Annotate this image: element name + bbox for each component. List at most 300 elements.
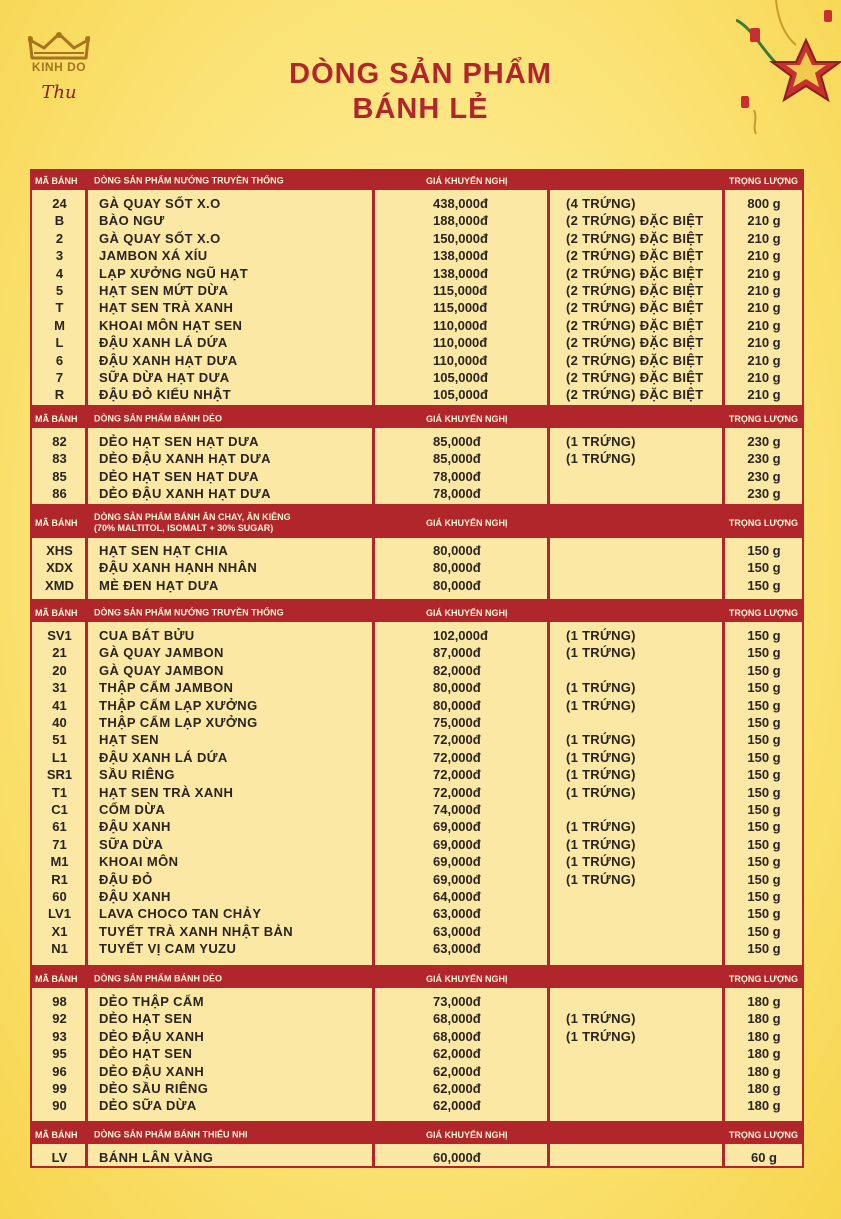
product-name: DẺO HẠT SEN HẠT DƯA (99, 468, 259, 484)
product-code: T (55, 300, 64, 316)
header-category-name: DÒNG SẢN PHẨM BÁNH DẺO (94, 973, 223, 983)
section-header (32, 1125, 802, 1144)
product-weight: 210 g (747, 248, 781, 264)
product-code: SR1 (46, 767, 73, 783)
section-header (32, 409, 802, 428)
header-code-label: MÃ BÁNH (35, 413, 78, 424)
product-price: 80,000đ (433, 543, 481, 558)
section-traditional-baked-small (30, 601, 804, 967)
product-code: 4 (55, 265, 64, 281)
product-weight: 180 g (747, 1081, 781, 1096)
product-price: 115,000đ (433, 300, 488, 316)
table-row (32, 1028, 802, 1045)
product-code: 82 (52, 434, 67, 449)
product-code: 90 (52, 1098, 67, 1114)
brand-signature: Thu (41, 82, 77, 103)
table-row (32, 369, 802, 386)
table-row (32, 888, 802, 905)
product-weight: 180 g (747, 1011, 781, 1027)
section-traditional-baked-large (30, 169, 804, 407)
product-weight: 150 g (747, 906, 781, 922)
page-title-line2: BÁNH LẺ (352, 93, 489, 125)
product-name: THẬP CẨM LẠP XƯỞNG (99, 715, 258, 730)
product-price: 60,000đ (433, 1150, 481, 1165)
product-name: HẠT SEN HẠT CHIA (99, 543, 229, 558)
product-note: (4 TRỨNG) (566, 196, 636, 211)
header-price-label: GIÁ KHUYẾN NGHỊ (426, 607, 508, 618)
table-row (32, 714, 802, 731)
table-row (32, 212, 802, 229)
product-price: 138,000đ (433, 248, 488, 264)
header-code-label: MÃ BÁNH (35, 607, 78, 618)
product-note: (2 TRỨNG) ĐẶC BIỆT (566, 370, 704, 385)
product-price: 75,000đ (433, 715, 481, 730)
product-weight: 150 g (747, 732, 781, 748)
product-note: (1 TRỨNG) (566, 767, 636, 783)
product-weight: 150 g (747, 680, 781, 696)
product-weight: 230 g (747, 434, 781, 449)
product-code: R1 (51, 871, 68, 887)
header-category-name: DÒNG SẢN PHẨM BÁNH ĂN CHAY, ĂN KIÊNG (94, 512, 291, 522)
product-price: 188,000đ (433, 213, 488, 229)
product-weight: 150 g (747, 889, 781, 904)
product-name: HẠT SEN TRÀ XANH (99, 300, 234, 316)
header-price-label: GIÁ KHUYẾN NGHỊ (426, 973, 508, 984)
product-weight: 150 g (747, 923, 781, 939)
product-price: 102,000đ (433, 628, 488, 643)
product-code: 7 (55, 370, 64, 385)
table-row (32, 853, 802, 870)
product-note: (2 TRỨNG) ĐẶC BIỆT (566, 352, 704, 368)
product-name: ĐẬU XANH (99, 889, 171, 904)
product-name: SỮA DỪA HẠT DƯA (99, 370, 230, 385)
table-row (32, 940, 802, 957)
header-category-subname: (70% MALTITOL, ISOMALT + 30% SUGAR) (94, 523, 274, 533)
product-name: TUYẾT VỊ CAM YUZU (99, 941, 237, 957)
product-name: ĐẬU ĐỎ KIỂU NHẬT (99, 387, 232, 403)
product-name: ĐẬU XANH (99, 819, 171, 835)
table-row (32, 265, 802, 282)
header-category-label (94, 175, 284, 186)
product-note: (2 TRỨNG) ĐẶC BIỆT (566, 300, 704, 316)
product-name: THẬP CẨM JAMBON (99, 680, 234, 696)
product-note: (2 TRỨNG) ĐẶC BIỆT (566, 265, 704, 281)
product-weight: 150 g (747, 802, 781, 817)
product-code: 21 (52, 645, 67, 661)
header-category-label (94, 973, 222, 984)
table-row (32, 1080, 802, 1097)
section-deo-large (30, 407, 804, 506)
header-category-label (94, 607, 284, 618)
product-price: 150,000đ (433, 230, 488, 246)
product-weight: 210 g (747, 300, 781, 316)
product-weight: 230 g (747, 486, 781, 502)
product-price: 78,000đ (433, 468, 481, 484)
product-note: (1 TRỨNG) (566, 871, 636, 887)
product-name: DẺO SỮA DỪA (99, 1098, 197, 1114)
header-code-label: MÃ BÁNH (35, 973, 78, 984)
table-row (32, 836, 802, 853)
product-name: SẦU RIÊNG (99, 767, 175, 783)
product-code: M (54, 317, 65, 333)
product-code: 93 (52, 1028, 67, 1044)
table-row (32, 766, 802, 783)
table-row (32, 468, 802, 485)
product-weight: 210 g (747, 335, 781, 351)
product-code: 6 (55, 352, 64, 368)
product-code: 5 (55, 283, 64, 298)
section-header (32, 969, 802, 988)
product-name: KHOAI MÔN (99, 854, 179, 870)
header-category-name: DÒNG SẢN PHẨM NƯỚNG TRUYỀN THỐNG (94, 175, 284, 185)
header-category-name: DÒNG SẢN PHẨM NƯỚNG TRUYỀN THỐNG (94, 607, 284, 617)
header-category-label (94, 413, 222, 424)
product-name: MÈ ĐEN HẠT DƯA (99, 577, 219, 593)
product-price: 72,000đ (433, 784, 481, 800)
product-price: 62,000đ (433, 1063, 481, 1079)
product-weight: 210 g (747, 265, 781, 281)
product-code: 20 (52, 662, 67, 678)
product-note: (1 TRỨNG) (566, 680, 636, 696)
product-name: HẠT SEN (99, 732, 159, 748)
product-code: 83 (52, 451, 67, 467)
product-weight: 150 g (747, 628, 781, 643)
table-row (32, 386, 802, 403)
product-weight: 230 g (747, 451, 781, 467)
product-code: 86 (52, 486, 67, 502)
product-name: DẺO ĐẬU XANH (99, 1028, 205, 1044)
header-weight-label: TRỌNG LƯỢNG (728, 1129, 798, 1140)
product-weight: 210 g (747, 213, 781, 229)
product-name: DẺO ĐẬU XANH HẠT DƯA (99, 451, 271, 467)
product-note: (1 TRỨNG) (566, 854, 636, 870)
product-price: 69,000đ (433, 854, 481, 870)
table-row (32, 784, 802, 801)
product-name: GÀ QUAY JAMBON (99, 645, 224, 661)
table-row (32, 334, 802, 351)
product-price: 110,000đ (433, 335, 488, 351)
product-name: ĐẬU XANH LÁ DỨA (99, 749, 228, 765)
table-row (32, 697, 802, 714)
product-name: DẺO THẬP CẨM (99, 994, 204, 1009)
product-price: 69,000đ (433, 871, 481, 887)
header-weight-label: TRỌNG LƯỢNG (728, 413, 798, 424)
product-weight: 180 g (747, 1046, 781, 1062)
product-weight: 150 g (747, 543, 781, 558)
table-row (32, 1063, 802, 1080)
table-row (32, 577, 802, 594)
product-note: (2 TRỨNG) ĐẶC BIỆT (566, 335, 704, 351)
product-price: 82,000đ (433, 662, 481, 678)
header-price-label: GIÁ KHUYẾN NGHỊ (426, 175, 508, 186)
product-price: 72,000đ (433, 767, 481, 783)
product-weight: 180 g (747, 1098, 781, 1114)
product-name: DẺO ĐẬU XANH HẠT DƯA (99, 486, 271, 502)
product-code: XMD (45, 577, 74, 593)
table-row (32, 1045, 802, 1062)
header-code-label: MÃ BÁNH (35, 1129, 78, 1140)
product-price: 85,000đ (433, 451, 481, 467)
product-price: 62,000đ (433, 1081, 481, 1096)
product-name: JAMBON XÁ XÍU (99, 248, 208, 264)
product-code: 24 (52, 196, 67, 211)
product-weight: 210 g (747, 283, 781, 298)
product-name: ĐẬU ĐỎ (99, 871, 153, 887)
table-row (32, 801, 802, 818)
product-price: 72,000đ (433, 732, 481, 748)
product-weight: 150 g (747, 819, 781, 835)
product-price: 68,000đ (433, 1011, 481, 1027)
product-note: (1 TRỨNG) (566, 1028, 636, 1044)
product-code: X1 (51, 923, 68, 939)
product-price: 105,000đ (433, 370, 488, 385)
product-note: (2 TRỨNG) ĐẶC BIỆT (566, 283, 704, 298)
product-code: LV (51, 1150, 68, 1165)
product-name: GÀ QUAY JAMBON (99, 662, 224, 678)
table-row (32, 485, 802, 502)
table-row (32, 559, 802, 576)
product-note: (2 TRỨNG) ĐẶC BIỆT (566, 213, 704, 229)
header-weight-label: TRỌNG LƯỢNG (728, 607, 798, 618)
product-code: XDX (46, 560, 73, 576)
product-name: BÀO NGƯ (99, 213, 165, 229)
product-weight: 150 g (747, 645, 781, 661)
product-name: ĐẬU XANH HẠNH NHÂN (99, 560, 258, 576)
product-name: GÀ QUAY SỐT X.O (99, 196, 221, 211)
product-price: 63,000đ (433, 941, 481, 957)
product-note: (1 TRỨNG) (566, 749, 636, 765)
table-row (32, 905, 802, 922)
table-row (32, 195, 802, 212)
section-deo-small (30, 967, 804, 1123)
product-price: 80,000đ (433, 680, 481, 696)
table-row (32, 627, 802, 644)
header-code-label: MÃ BÁNH (35, 175, 78, 186)
product-price: 138,000đ (433, 265, 488, 281)
section-header (32, 508, 802, 538)
table-row (32, 1149, 802, 1166)
product-code: L1 (51, 749, 68, 765)
product-price: 110,000đ (433, 352, 488, 368)
product-code: SV1 (47, 628, 72, 643)
product-price: 64,000đ (433, 889, 481, 904)
product-name: BÁNH LÂN VÀNG (99, 1150, 214, 1165)
product-name: HẠT SEN TRÀ XANH (99, 784, 234, 800)
product-name: THẬP CẨM LẠP XƯỞNG (99, 697, 258, 713)
product-code: C1 (51, 802, 68, 817)
product-name: DẺO HẠT SEN (99, 1046, 193, 1062)
product-price: 62,000đ (433, 1046, 481, 1062)
product-weight: 210 g (747, 387, 781, 403)
product-name: ĐẬU XANH LÁ DỨA (99, 335, 228, 351)
product-price: 68,000đ (433, 1028, 481, 1044)
product-weight: 180 g (747, 1028, 781, 1044)
product-weight: 150 g (747, 784, 781, 800)
product-price: 78,000đ (433, 486, 481, 502)
table-row (32, 1097, 802, 1114)
product-weight: 150 g (747, 715, 781, 730)
brand-name: KINH DO (31, 60, 87, 74)
product-note: (1 TRỨNG) (566, 819, 636, 835)
header-price-label: GIÁ KHUYẾN NGHỊ (426, 1129, 508, 1140)
table-row (32, 993, 802, 1010)
product-price: 69,000đ (433, 836, 481, 852)
product-note: (1 TRỨNG) (566, 836, 636, 852)
product-code: 71 (52, 836, 67, 852)
table-row (32, 662, 802, 679)
product-code: 40 (52, 715, 67, 730)
product-price: 80,000đ (433, 560, 481, 576)
table-row (32, 818, 802, 835)
table-row (32, 450, 802, 467)
product-code: XHS (46, 543, 73, 558)
product-note: (2 TRỨNG) ĐẶC BIỆT (566, 387, 704, 403)
product-weight: 150 g (747, 577, 781, 593)
product-note: (2 TRỨNG) ĐẶC BIỆT (566, 230, 704, 246)
product-note: (1 TRỨNG) (566, 451, 636, 467)
table-row (32, 352, 802, 369)
product-price: 85,000đ (433, 434, 481, 449)
product-name: CỐM DỪA (99, 802, 166, 817)
product-note: (1 TRỨNG) (566, 784, 636, 800)
product-price: 74,000đ (433, 802, 481, 817)
section-header (32, 171, 802, 190)
table-row (32, 282, 802, 299)
product-name: SỮA DỪA (99, 836, 164, 852)
product-weight: 60 g (750, 1150, 777, 1165)
table-row (32, 230, 802, 247)
lantern-decoration-icon (736, 0, 841, 135)
product-code: 98 (52, 994, 67, 1009)
header-code-label: MÃ BÁNH (35, 518, 78, 528)
product-note: (1 TRỨNG) (566, 628, 636, 643)
table-row (32, 923, 802, 940)
product-price: 69,000đ (433, 819, 481, 835)
table-row (32, 731, 802, 748)
product-code: 60 (52, 889, 67, 904)
product-weight: 230 g (747, 468, 781, 484)
product-code: 31 (52, 680, 67, 696)
header-category-name: DÒNG SẢN PHẨM BÁNH DẺO (94, 413, 223, 423)
product-name: LAVA CHOCO TAN CHẢY (99, 906, 262, 922)
product-weight: 210 g (747, 230, 781, 246)
table-row (32, 247, 802, 264)
table-row (32, 542, 802, 559)
product-name: DẺO HẠT SEN HẠT DƯA (99, 434, 259, 449)
product-weight: 210 g (747, 370, 781, 385)
product-price: 73,000đ (433, 994, 481, 1009)
product-code: T1 (51, 784, 68, 800)
crown-icon (28, 32, 90, 60)
product-price: 115,000đ (433, 283, 488, 298)
product-price: 110,000đ (433, 317, 488, 333)
product-note: (2 TRỨNG) ĐẶC BIỆT (566, 248, 704, 264)
product-note: (1 TRỨNG) (566, 1011, 636, 1027)
product-weight: 150 g (747, 662, 781, 678)
header-price-label: GIÁ KHUYẾN NGHỊ (426, 413, 508, 424)
product-price: 87,000đ (433, 645, 481, 661)
table-row (32, 317, 802, 334)
product-price: 63,000đ (433, 906, 481, 922)
product-code: 41 (52, 697, 67, 713)
product-name: HẠT SEN MỨT DỪA (99, 283, 229, 298)
product-name: GÀ QUAY SỐT X.O (99, 230, 221, 246)
header-weight-label: TRỌNG LƯỢNG (728, 973, 798, 984)
product-code: LV1 (48, 906, 71, 922)
product-name: ĐẬU XANH HẠT DƯA (99, 352, 238, 368)
product-weight: 150 g (747, 941, 781, 957)
product-price: 62,000đ (433, 1098, 481, 1114)
product-note: (1 TRỨNG) (566, 645, 636, 661)
header-weight-label: TRỌNG LƯỢNG (728, 518, 798, 528)
table-row (32, 679, 802, 696)
product-code: 3 (55, 248, 64, 264)
product-weight: 150 g (747, 749, 781, 765)
table-row (32, 433, 802, 450)
product-note: (1 TRỨNG) (566, 697, 636, 713)
product-weight: 150 g (747, 871, 781, 887)
header-category-label (94, 1129, 248, 1140)
product-note: (2 TRỨNG) ĐẶC BIỆT (566, 317, 704, 333)
product-weight: 180 g (747, 994, 781, 1009)
header-category-name: DÒNG SẢN PHẨM BÁNH THIẾU NHI (94, 1129, 248, 1139)
product-price: 63,000đ (433, 923, 481, 939)
header-weight-label: TRỌNG LƯỢNG (728, 175, 798, 186)
product-name: DẺO ĐẬU XANH (99, 1063, 205, 1079)
product-code: 95 (52, 1046, 67, 1062)
product-code: 96 (52, 1063, 67, 1079)
product-code: 2 (55, 230, 64, 246)
product-weight: 150 g (747, 854, 781, 870)
product-code: B (54, 213, 65, 229)
table-row (32, 871, 802, 888)
section-header (32, 603, 802, 622)
product-name: DẺO HẠT SEN (99, 1011, 193, 1027)
product-name: CUA BÁT BỬU (99, 628, 195, 643)
product-weight: 210 g (747, 317, 781, 333)
product-code: R (54, 387, 65, 403)
product-price: 80,000đ (433, 577, 481, 593)
section-kids (30, 1123, 804, 1168)
product-price: 72,000đ (433, 749, 481, 765)
product-price: 80,000đ (433, 697, 481, 713)
header-category-label (94, 512, 291, 534)
product-price: 438,000đ (433, 196, 488, 211)
table-row (32, 1010, 802, 1027)
product-code: L (55, 335, 64, 351)
product-note: (1 TRỨNG) (566, 434, 636, 449)
product-code: 99 (52, 1081, 67, 1096)
product-code: M1 (50, 854, 69, 870)
product-code: N1 (51, 941, 68, 957)
product-name: TUYẾT TRÀ XANH NHẬT BẢN (99, 923, 294, 939)
product-name: LẠP XƯỞNG NGŨ HẠT (99, 265, 249, 281)
product-code: 92 (52, 1011, 67, 1027)
section-vegetarian-diet (30, 506, 804, 601)
table-row (32, 299, 802, 316)
page-title-line1: DÒNG SẢN PHẨM (289, 58, 552, 90)
product-code: 85 (52, 468, 67, 484)
header-price-label: GIÁ KHUYẾN NGHỊ (426, 518, 508, 528)
product-weight: 150 g (747, 697, 781, 713)
product-weight: 150 g (747, 560, 781, 576)
product-weight: 180 g (747, 1063, 781, 1079)
table-row (32, 644, 802, 661)
product-code: 51 (52, 732, 67, 748)
product-weight: 210 g (747, 352, 781, 368)
product-name: DẺO SẦU RIÊNG (99, 1081, 209, 1096)
product-name: KHOAI MÔN HẠT SEN (99, 317, 243, 333)
